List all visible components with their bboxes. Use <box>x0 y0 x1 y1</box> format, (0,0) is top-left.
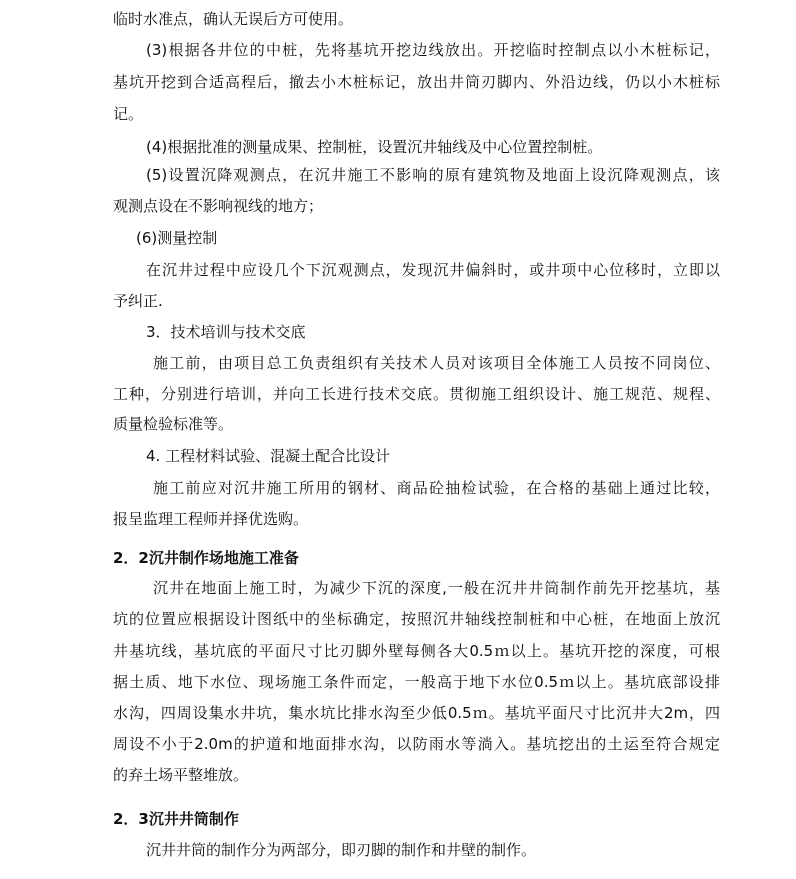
text-line: 施工前，由项目总工负责组织有关技术人员对该项目全体施工人员按不同岗位、 <box>153 354 720 372</box>
text-line: (6)测量控制 <box>136 229 218 247</box>
text-line: 周设不小于2.0m的护道和地面排水沟，以防雨水等淌入。基坑挖出的土运至符合规定 <box>113 735 720 753</box>
text-line: 临时水准点，确认无误后方可使用。 <box>113 10 354 28</box>
section-heading-2-3: 2．3沉井井筒制作 <box>113 810 239 828</box>
text-line: 基坑开挖到合适高程后，撤去小木桩标记，放出井筒刃脚内、外沿边线，仍以小木桩标 <box>113 73 720 91</box>
text-line: 沉井在地面上施工时，为减少下沉的深度,一般在沉井井筒制作前先开挖基坑，基 <box>153 579 720 597</box>
text-line: 在沉井过程中应设几个下沉观测点，发现沉井偏斜时，或井项中心位移时，立即以 <box>146 261 720 279</box>
text-line: 据土质、地下水位、现场施工条件而定，一般高于地下水位0.5ｍ以上。基坑底部设排 <box>113 673 720 691</box>
text-line: 报呈监理工程师并择优选购。 <box>113 510 309 528</box>
text-line: 观测点设在不影响视线的地方； <box>113 197 324 215</box>
section-heading: 3．技术培训与技术交底 <box>146 323 306 341</box>
text-line: 的弃土场平整堆放。 <box>113 766 249 784</box>
text-line: (3)根据各井位的中桩，先将基坑开挖边线放出。开挖临时控制点以小木桩标记， <box>146 41 720 59</box>
text-line: 质量检验标准等。 <box>113 415 234 433</box>
text-line: 井基坑线，基坑底的平面尺寸比刃脚外壁每侧各大0.5ｍ以上。基坑开挖的深度，可根 <box>113 642 720 660</box>
section-heading-2-2: 2．2沉井制作场地施工准备 <box>113 549 299 567</box>
text-line: 予纠正. <box>113 292 163 310</box>
text-line: 施工前应对沉井施工所用的钢材、商品砼抽检试验，在合格的基础上通过比较， <box>153 479 720 497</box>
text-line: 沉井井筒的制作分为两部分，即刃脚的制作和井壁的制作。 <box>146 841 537 859</box>
text-line: 水沟，四周设集水井坑，集水坑比排水沟至少低0.5ｍ。基坑平面尺寸比沉井大2m，四 <box>113 704 720 722</box>
text-line: (5)设置沉降观测点，在沉井施工不影响的原有建筑物及地面上设沉降观测点，该 <box>146 166 720 184</box>
text-line: 记。 <box>113 105 144 123</box>
text-line: 工种，分别进行培训，并向工长进行技术交底。贯彻施工组织设计、施工规范、规程、 <box>113 385 720 403</box>
text-line: 坑的位置应根据设计图纸中的坐标确定，按照沉井轴线控制桩和中心桩，在地面上放沉 <box>113 610 720 628</box>
text-line: (4)根据批准的测量成果、控制桩，设置沉井轴线及中心位置控制桩。 <box>146 138 603 156</box>
section-heading: 4. 工程材料试验、混凝土配合比设计 <box>146 447 391 465</box>
